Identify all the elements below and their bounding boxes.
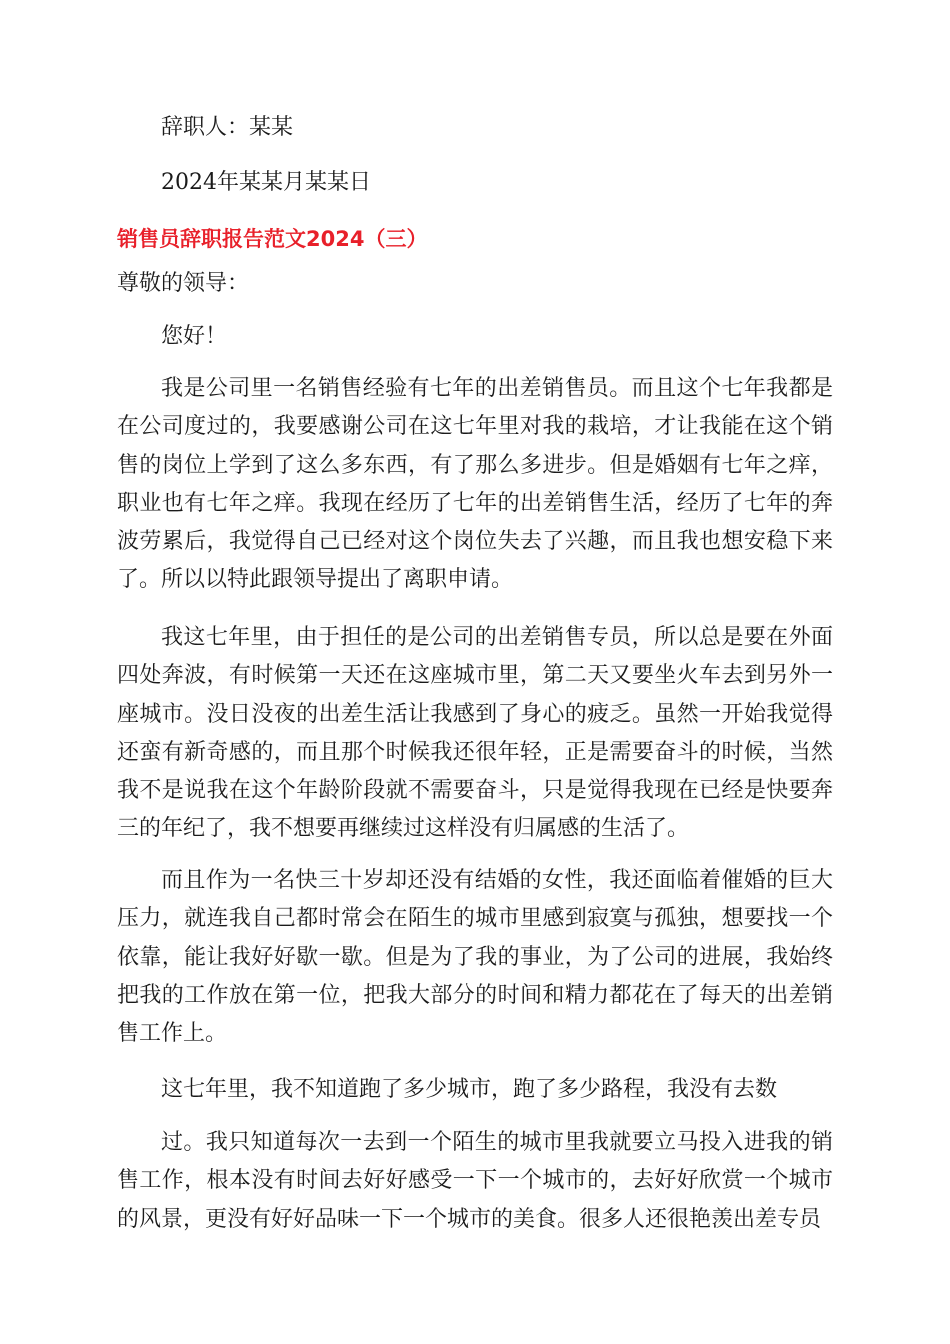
signature-line: 辞职人：某某 <box>161 115 294 140</box>
salutation: 尊敬的领导： <box>117 271 250 296</box>
body-paragraph-4: 这七年里，我不知道跑了多少城市，跑了多少路程，我没有去数 <box>161 1077 778 1102</box>
body-paragraph-3: 而且作为一名快三十岁却还没有结婚的女性，我还面临着催婚的巨大压力，就连我自己都时常会在陌生的城市里感到寂寞与孤独，想要找一个依靠，能让我好好歇一歇。但是为了我的事业，为了公司的进展，我始终把我的工作放在第一位，把我大部分的时间和精力都花在了每天的出差销售工作上。 <box>117 868 833 1047</box>
body-paragraph-2: 我这七年里，由于担任的是公司的出差销售专员，所以总是要在外面四处奔波，有时候第一天还在这座城市里，第二天又要坐火车去到另外一座城市。没日没夜的出差生活让我感到了身心的疲乏。虽然一开始我觉得还蛮有新奇感的，而且那个时候我还很年轻，正是需要奋斗的时候，当然我不是说我在这个年龄阶段就不需要奋斗，只是觉得我现在已经是快要奔三的年纪了，我不想要再继续过这样没有归属感的生活了。 <box>117 625 833 842</box>
greeting: 您好！ <box>161 324 228 349</box>
body-paragraph-5: 过。我只知道每次一去到一个陌生的城市里我就要立马投入进我的销售工作，根本没有时间去好好感受一下一个城市的，去好好欣赏一个城市的风景，更没有好好品味一下一个城市的美食。很多人还很艳羡出差专员 <box>117 1130 833 1232</box>
body-paragraph-1: 我是公司里一名销售经验有七年的出差销售员。而且这个七年我都是在公司度过的，我要感谢公司在这七年里对我的栽培，才让我能在这个销售的岗位上学到了这么多东西，有了那么多进步。但是婚姻有七年之痒，职业也有七年之痒。我现在经历了七年的出差销售生活，经历了七年的奔波劳累后，我觉得自己已经对这个岗位失去了兴趣，而且我也想安稳下来了。所以以特此跟领导提出了离职申请。 <box>117 376 833 593</box>
date-line: 2024年某某月某某日 <box>161 170 371 195</box>
section-heading: 销售员辞职报告范文2024（三） <box>117 227 428 251</box>
